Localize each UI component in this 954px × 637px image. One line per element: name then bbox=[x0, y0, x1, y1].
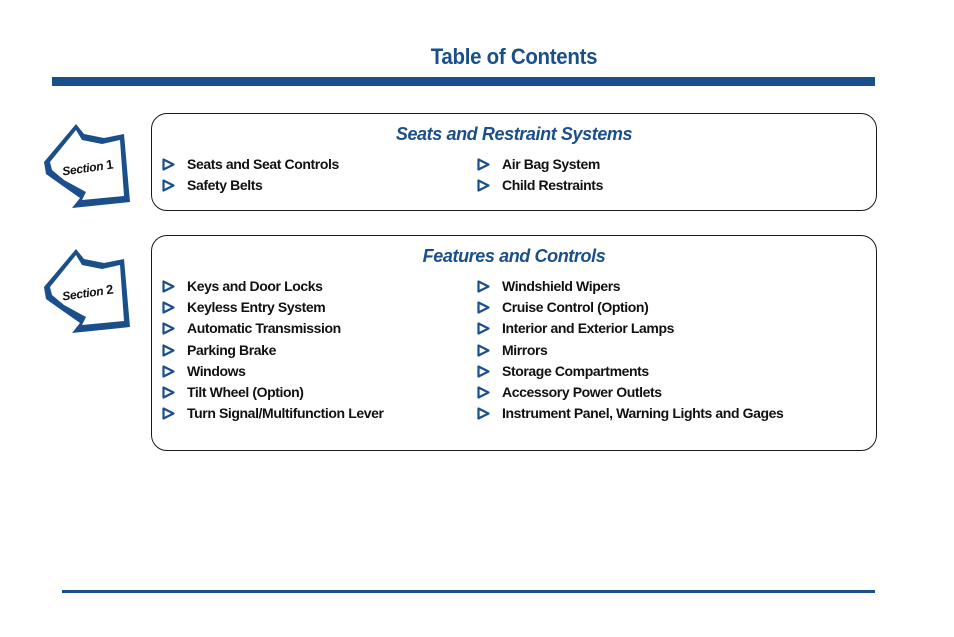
toc-link[interactable] bbox=[477, 403, 783, 424]
toc-link-label: Parking Brake bbox=[187, 341, 276, 358]
toc-link[interactable] bbox=[162, 297, 384, 318]
triangle-bullet-icon bbox=[162, 365, 175, 378]
toc-link[interactable] bbox=[477, 276, 783, 297]
toc-link-label: Keys and Door Locks bbox=[187, 278, 323, 294]
toc-link-label: Accessory Power Outlets bbox=[502, 383, 662, 400]
section-2-right-list bbox=[477, 276, 783, 424]
section-1-tab[interactable] bbox=[38, 118, 140, 214]
triangle-bullet-icon bbox=[162, 301, 175, 314]
section-2-tab[interactable] bbox=[38, 243, 140, 339]
toc-link[interactable] bbox=[162, 403, 384, 424]
toc-link[interactable] bbox=[162, 361, 384, 382]
triangle-bullet-icon bbox=[162, 280, 175, 293]
triangle-bullet-icon bbox=[477, 301, 490, 314]
bottom-divider bbox=[62, 590, 875, 593]
toc-link-label: Turn Signal/Multifunction Lever bbox=[187, 405, 384, 422]
toc-link[interactable] bbox=[477, 382, 783, 403]
top-divider bbox=[52, 77, 875, 86]
section-1-panel bbox=[151, 113, 877, 211]
triangle-bullet-icon bbox=[477, 158, 490, 171]
toc-link[interactable] bbox=[477, 154, 603, 175]
section-2-heading[interactable]: Features and Controls bbox=[422, 246, 606, 266]
toc-link-label: Cruise Control (Option) bbox=[502, 299, 649, 316]
toc-link[interactable] bbox=[162, 382, 384, 403]
triangle-bullet-icon bbox=[162, 322, 175, 335]
section-1-number: 1 bbox=[105, 156, 114, 173]
toc-link-label: Mirrors bbox=[502, 341, 548, 358]
toc-link-label: Interior and Exterior Lamps bbox=[502, 320, 675, 337]
triangle-bullet-icon bbox=[477, 322, 490, 335]
triangle-bullet-icon bbox=[477, 386, 490, 399]
page-title: Table of Contents bbox=[430, 44, 598, 69]
toc-link[interactable] bbox=[162, 340, 384, 361]
toc-link-label: Air Bag System bbox=[502, 156, 600, 172]
toc-link-label: Keyless Entry System bbox=[187, 299, 326, 316]
toc-link[interactable] bbox=[162, 318, 384, 339]
triangle-bullet-icon bbox=[162, 179, 175, 192]
triangle-bullet-icon bbox=[162, 386, 175, 399]
toc-link[interactable] bbox=[162, 154, 339, 175]
triangle-bullet-icon bbox=[477, 365, 490, 378]
section-2-left-list bbox=[162, 276, 384, 424]
toc-link[interactable] bbox=[477, 340, 783, 361]
toc-link-label: Child Restraints bbox=[502, 177, 603, 194]
triangle-bullet-icon bbox=[162, 158, 175, 171]
toc-link[interactable] bbox=[477, 318, 783, 339]
toc-link[interactable] bbox=[162, 175, 339, 196]
triangle-bullet-icon bbox=[162, 407, 175, 420]
triangle-bullet-icon bbox=[477, 407, 490, 420]
toc-link-label: Windshield Wipers bbox=[502, 278, 621, 294]
toc-link-label: Tilt Wheel (Option) bbox=[187, 383, 304, 400]
section-1-left-list bbox=[162, 154, 339, 196]
toc-link-label: Safety Belts bbox=[187, 177, 263, 194]
section-2-panel bbox=[151, 235, 877, 451]
section-1-heading[interactable]: Seats and Restraint Systems bbox=[395, 124, 633, 144]
toc-link-label: Automatic Transmission bbox=[187, 320, 341, 337]
triangle-bullet-icon bbox=[477, 280, 490, 293]
section-1-label: Section bbox=[61, 158, 105, 179]
toc-link-label: Seats and Seat Controls bbox=[187, 156, 339, 172]
triangle-bullet-icon bbox=[477, 179, 490, 192]
toc-link[interactable] bbox=[477, 297, 783, 318]
toc-link-label: Windows bbox=[187, 362, 246, 379]
toc-link[interactable] bbox=[477, 175, 603, 196]
toc-link-label: Instrument Panel, Warning Lights and Gages bbox=[502, 405, 784, 422]
toc-link[interactable] bbox=[477, 361, 783, 382]
section-1-right-list bbox=[477, 154, 603, 196]
toc-link[interactable] bbox=[162, 276, 384, 297]
triangle-bullet-icon bbox=[477, 344, 490, 357]
section-2-number: 2 bbox=[105, 281, 114, 298]
toc-link-label: Storage Compartments bbox=[502, 362, 649, 379]
triangle-bullet-icon bbox=[162, 344, 175, 357]
section-2-label: Section bbox=[61, 283, 105, 304]
